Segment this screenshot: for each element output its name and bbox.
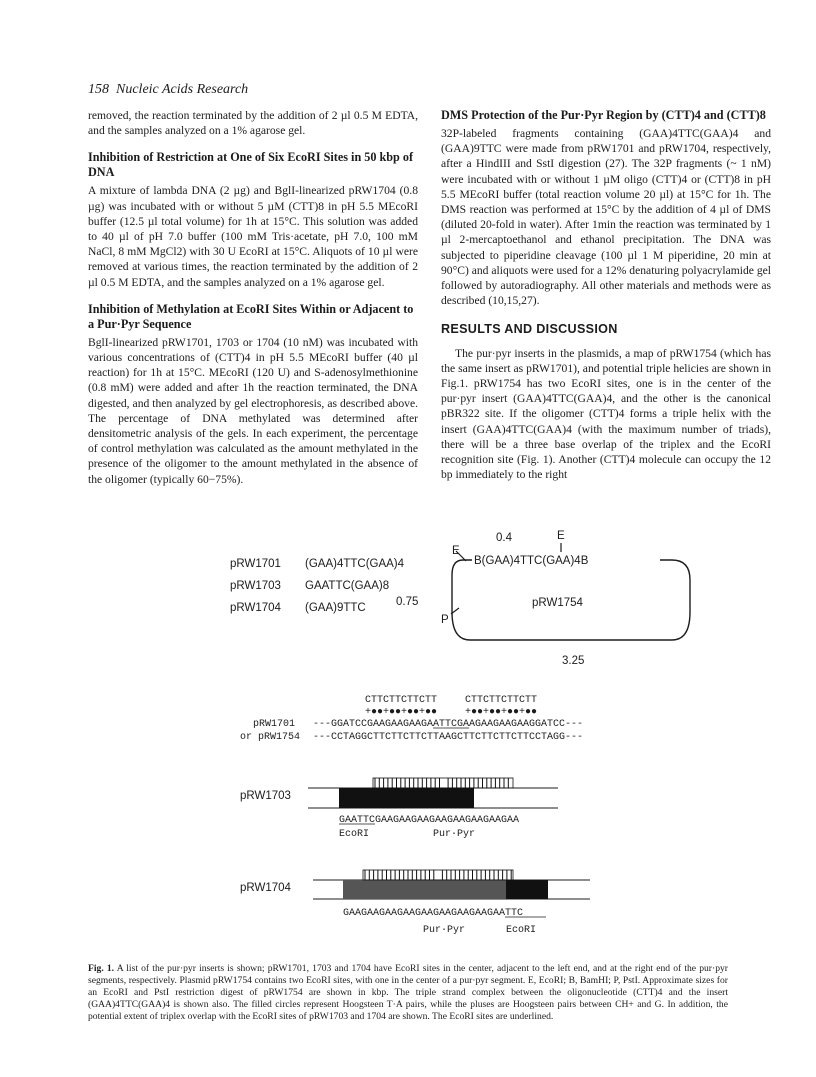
top-strand: ---GGATCCGAAGAAGAAGAATTCGAAGAAGAAGAAGGATCC--- [313, 719, 584, 730]
size-label: 0.4 [496, 532, 512, 544]
plasmid-name: pRW1701 [230, 558, 281, 570]
plasmid-name: pRW1704 [230, 602, 281, 614]
insert-sequence: GAATTCGAAGAAGAAGAAGAAGAAGAAGAA [339, 815, 520, 826]
plasmid-name: pRW1704 [240, 882, 291, 894]
figure-caption [88, 963, 728, 1023]
page-number: 158 [88, 82, 109, 97]
section-heading: Inhibition of Methylation at EcoRI Sites Within or Adjacent to a Pur·Pyr Sequence [88, 301, 414, 331]
hoogsteen-pairs: +●●+●●+●●+●● [465, 707, 538, 718]
paragraph: 32P-labeled fragments containing (GAA)4TTC(GAA)4 and (GAA)9TTC were made from pRW1701 and pRW1704, respectively, after a HindIII and SstI digestion (27). The 32P fragments (~ 1 nM) were incubated with or without 1 µM oligo (CTT)4 or (CTT)8 in pH 5.5 MEcoRI buffer (total reaction volume 20 µl) at 15°C for 1h. The DMS reaction was performed at 15°C by the addition of 4 µl of DMS (diluted 20-fold in water). After 1min the reaction was terminated by 1 µl 2-mercaptoethanol and ethanol precipitation. The DNA was subjected to piperidine cleavage (100 µl 1 M piperidine, 20 min at 90°C) and aliquots were used for a 12% denaturing polyacrylamide gel followed by autoradiography. All other materials and methods were as described (10,15,27). [441, 127, 771, 308]
plasmid-name: pRW1703 [230, 580, 281, 592]
sequence-label: pRW1701 [253, 719, 296, 730]
purpyr-block [339, 788, 474, 808]
ecori-label: E [557, 530, 565, 542]
caption-text: A list of the pur·pyr inserts is shown; pRW1701, 1703 and 1704 have EcoRI sites in the center, adjacent to the left end, and at the right end of the pur·pyr segments, respectively. Plasmid pRW1754 contains two EcoRI sites, with one in the center of a pur·pyr segment. E, EcoRI; B, BamHI; P, PstI. Approximate sizes for an EcoRI and PstI restriction digest of pRW1754 are shown in kbp. The triple strand complex between the oligonucleotide (CTT)4 and the insert (GAA)4TTC(GAA)4 is shown also. The filled circles represent Hoogsteen T·A pairs, while the pluses are Hoogsteen pairs between CH+ and G. In addition, the potential extent of triplex overlap with the EcoRI sites of pRW1703 and 1704 are shown. The EcoRI sites are underlined. [88, 963, 728, 1022]
paragraph: BglI-linearized pRW1701, 1703 or 1704 (10 nM) was incubated with various concentrations of (CTT)4 in pH 5.5 MEcoRI buffer (40 µl reaction) for 1h at 15°C. MEcoRI (120 U) and S-adenosylmethionine (0.8 mM) were added and after 1h the reaction terminated, the DNA digested, and then analyzed by gel electrophoresis, as described above. The percentage of DNA methylated was determined after densitometric analysis of the gels. In each experiment, the percentage of control methylation was calculated as the amount methylated in the presence of the oligomer to the amount methylated in the absence of the oligomer (typically 60−75%). [88, 335, 418, 486]
ecori-label: EcoRI [506, 925, 537, 936]
caption-label: Fig. 1. [88, 963, 115, 974]
paragraph: removed, the reaction terminated by the addition of 2 µl 0.5 M EDTA, and the samples analyzed on a 1% agarose gel. [88, 109, 418, 138]
paragraph: A mixture of lambda DNA (2 µg) and BglI-linearized pRW1704 (0.8 µg) was incubated with or without 5 µM (CTT)8 in pH 5.5 MEcoRI buffer (12.5 µl total volume) for 1h at 15°C. This solution was added to 40 µl of pH 7.0 buffer (100 mM Tris·acetate, pH 7.0, 100 mM NaCl, 8 mM MgCl2) with 30 U EcoRI at 15°C. Aliquots of 10 µl were removed at various times, the reaction terminated by the addition of 2 µl 0.5 M EDTA, and the samples analyzed on a 1% agarose gel. [88, 184, 418, 289]
map-insert: B(GAA)4TTC(GAA)4B [474, 555, 589, 567]
results-heading: RESULTS AND DISCUSSION [441, 322, 618, 337]
hoogsteen-pairs: +●●+●●+●●+●● [365, 707, 438, 718]
plasmid-insert: (GAA)9TTC [305, 602, 366, 614]
plasmid-insert: GAATTC(GAA)8 [305, 580, 390, 592]
oligo-sequence: CTTCTTCTTCTT [365, 695, 438, 706]
triplex-strands [365, 870, 511, 880]
ecori-block [506, 880, 548, 899]
purpyr-label: Pur·Pyr [433, 829, 476, 840]
plasmid-insert: (GAA)4TTC(GAA)4 [305, 558, 405, 570]
purpyr-label: Pur·Pyr [423, 925, 466, 936]
paragraph: The pur·pyr inserts in the plasmids, a map of pRW1754 (which has the same insert as pRW1701), and potential triple helicies are shown in Fig.1. pRW1754 has two EcoRI sites, one is in the center of the pur·pyr insert (GAA)4TTC(GAA)4, and the other is the canonical pBR322 site. If the oligomer (CTT)4 forms a triple helix with the insert (GAA)4TTC(GAA)4 (with the maximum number of triads), there will be a three base overlap of the triplex and the EcoRI recognition site (Fig. 1). Another (CTT)4 molecule can occupy the 12 bp immediately to the right [441, 346, 771, 482]
size-label: 0.75 [396, 596, 419, 608]
map-plasmid-name: pRW1754 [532, 597, 583, 609]
psti-label: P [441, 614, 449, 626]
triplex-region [373, 778, 513, 788]
plasmid-name: pRW1703 [240, 790, 291, 802]
ecori-label: EcoRI [339, 829, 370, 840]
bottom-strand: ---CCTAGGCTTCTTCTTCTTAAGCTTCTTCTTCTTCCTAGG--- [313, 732, 584, 743]
insert-sequence: GAAGAAGAAGAAGAAGAAGAAGAAGAATTC [343, 908, 524, 919]
journal-name: Nucleic Acids Research [116, 82, 249, 97]
sequence-label: or pRW1754 [240, 732, 301, 743]
ecori-label: E [452, 545, 460, 557]
triplex-strands [375, 778, 508, 788]
oligo-sequence: CTTCTTCTTCTT [465, 695, 538, 706]
size-label: 3.25 [562, 655, 585, 667]
triplex-region [363, 870, 513, 880]
section-heading: Inhibition of Restriction at One of Six EcoRI Sites in 50 kbp of DNA [88, 150, 414, 180]
section-heading: DMS Protection of the Pur·Pyr Region by (CTT)4 and (CTT)8 [441, 108, 766, 122]
